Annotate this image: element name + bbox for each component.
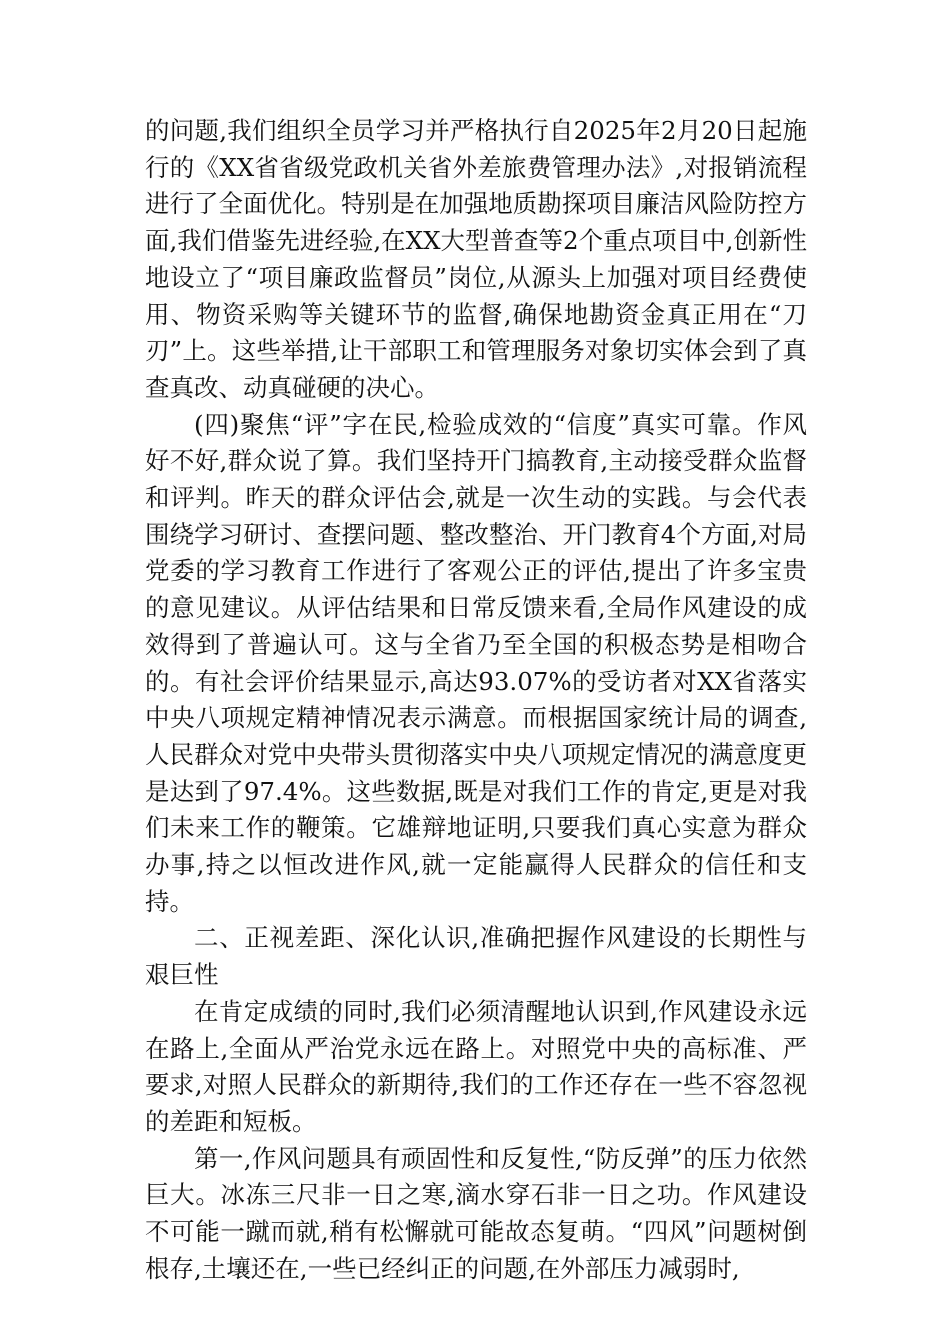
paragraph-gaps-intro: 在肯定成绩的同时,我们必须清醒地认识到,作风建设永远在路上,全面从严治党永远在路上。对照党中央的高标准、严要求,对照人民群众的新期待,我们的工作还存在一些不容忽视的差距和短板。 — [145, 996, 807, 1136]
paragraph-point-one: 第一,作风问题具有顽固性和反复性,“防反弹”的压力依然巨大。冰冻三尺非一日之寒,滴水穿石非一日之功。作风建设不可能一蹴而就,稍有松懈就可能故态复萌。“四风”问题树倒根存,土壤还在,一些已经纠正的问题,在外部压力减弱时, — [145, 1143, 807, 1283]
paragraph-section-four: (四)聚焦“评”字在民,检验成效的“信度”真实可靠。作风好不好,群众说了算。我们坚持开门搞教育,主动接受群众监督和评判。昨天的群众评估会,就是一次生动的实践。与会代表围绕学习研讨、查摆问题、整改整治、开门教育4个方面,对局党委的学习教育工作进行了客观公正的评估,提出了许多宝贵的意见建议。从评估结果和日常反馈来看,全局作风建设的成效得到了普遍认可。这与全省乃至全国的积极态势是相吻合的。有社会评价结果显示,高达93.07%的受访者对XX省落实中央八项规定精神情况表示满意。而根据国家统计局的调查,人民群众对党中央带头贯彻落实中央八项规定情况的满意度更是达到了97.4%。这些数据,既是对我们工作的肯定,更是对我们未来工作的鞭策。它雄辩地证明,只要我们真心实意为群众办事,持之以恒改进作风,就一定能赢得人民群众的信任和支持。 — [145, 409, 807, 916]
document-body — [145, 113, 807, 1288]
section-heading-two: 二、正视差距、深化认识,准确把握作风建设的长期性与艰巨性 — [145, 923, 807, 990]
paragraph-continuation: 的问题,我们组织全员学习并严格执行自2025年2月20日起施行的《XX省省级党政机关省外差旅费管理办法》,对报销流程进行了全面优化。特别是在加强地质勘探项目廉洁风险防控方面,我们借鉴先进经验,在XX大型普查等2个重点项目中,创新性地设立了“项目廉政监督员”岗位,从源头上加强对项目经费使用、物资采购等关键环节的监督,确保地勘资金真正用在“刀刃”上。这些举措,让干部职工和管理服务对象切实体会到了真查真改、动真碰硬的决心。 — [145, 116, 807, 402]
